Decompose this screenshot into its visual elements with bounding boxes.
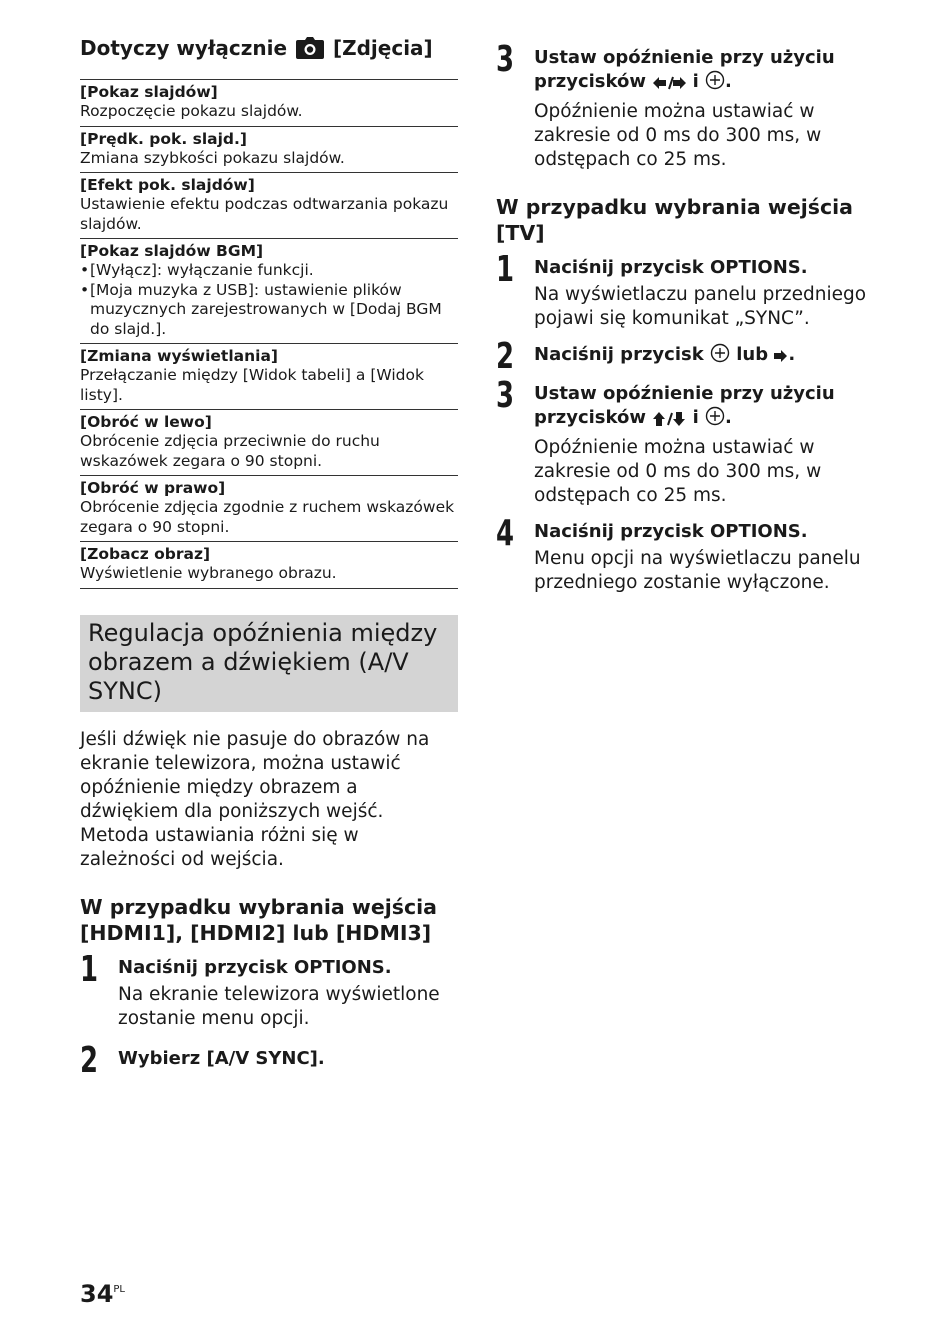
table-row — [80, 476, 458, 542]
row-title: [Pokaz slajdów BGM] — [80, 242, 264, 260]
right-arrow-icon — [774, 346, 788, 370]
step-head-sep: i — [692, 71, 699, 92]
table-row — [80, 173, 458, 239]
tv-subheading: W przypadku wybrania wejścia [TV] — [496, 195, 853, 245]
hdmi-step-2 — [80, 1039, 458, 1081]
page-language: PL — [113, 1284, 126, 1295]
page-number-value: 34 — [80, 1280, 114, 1308]
left-column — [80, 36, 458, 1081]
step-head: Naciśnij przycisk lub . — [534, 343, 876, 370]
row-desc: Obrócenie zdjęcia przeciwnie do ruchu wskazówek zegara o 90 stopni. — [80, 432, 380, 470]
heading-prefix: Dotyczy wyłącznie — [80, 36, 288, 60]
camera-icon — [296, 37, 324, 65]
step-head: Ustaw opóźnienie przy użyciu przycisków i . — [534, 382, 876, 433]
tv-step-4 — [496, 513, 876, 595]
step-head-text: Naciśnij przycisk — [534, 344, 704, 365]
hdmi-subheading: W przypadku wybrania wejścia [HDMI1], [HDMI2] lub [HDMI3] — [80, 894, 437, 945]
step-number: 1 — [496, 249, 515, 290]
bullet-item: • [Wyłącz]: wyłączanie funkcji. — [80, 261, 458, 281]
bullet-item: • [Moja muzyka z USB]: ustawienie plików muzycznych zarejestrowanych w [Dodaj BGM do slajd.]. — [80, 281, 458, 340]
row-desc: Przełączanie między [Widok tabeli] a [Widok listy]. — [80, 366, 424, 404]
step-number: 3 — [496, 39, 515, 80]
row-title: [Obróć w prawo] — [80, 479, 226, 497]
step-number: 1 — [80, 948, 99, 990]
step-number: 4 — [496, 513, 515, 554]
hdmi-step-1 — [80, 948, 458, 1031]
step-head: Naciśnij przycisk OPTIONS. — [118, 956, 392, 978]
step-body: Na ekranie telewizora wyświetlone zostanie menu opcji. — [118, 983, 440, 1029]
photos-only-heading — [80, 36, 458, 65]
tv-step-1 — [496, 249, 876, 331]
step-head: Ustaw opóźnienie przy użyciu przycisków i . — [534, 46, 876, 97]
step-body: Opóźnienie można ustawiać w zakresie od 0 ms do 300 ms, w odstępach co 25 ms. — [534, 437, 822, 506]
step-head: Wybierz [A/V SYNC]. — [118, 1047, 325, 1069]
enter-button-icon — [705, 70, 725, 97]
row-title: [Efekt pok. slajdów] — [80, 176, 255, 194]
row-title: [Obróć w lewo] — [80, 413, 212, 431]
row-desc: Rozpoczęcie pokazu slajdów. — [80, 102, 303, 120]
table-row — [80, 80, 458, 127]
table-row — [80, 542, 458, 589]
options-table — [80, 79, 458, 589]
row-title: [Pokaz slajdów] — [80, 83, 218, 101]
row-desc: Wyświetlenie wybranego obrazu. — [80, 564, 337, 582]
row-title: [Zmiana wyświetlania] — [80, 347, 279, 365]
enter-button-icon — [710, 343, 730, 370]
intro-text: Jeśli dźwięk nie pasuje do obrazów na ekranie telewizora, można ustawić opóźnienie między obrazem a dźwiękiem dla poniższych wejść. — [80, 728, 430, 822]
section-intro — [80, 728, 458, 872]
up-down-arrows-icon — [652, 409, 686, 433]
step-number: 2 — [496, 336, 515, 377]
step-head-text: Ustaw opóźnienie przy użyciu przycisków — [534, 47, 835, 92]
row-title: [Prędk. pok. slajd.] — [80, 129, 248, 148]
row-title: [Zobacz obraz] — [80, 545, 211, 563]
step-head-text-2: lub — [736, 344, 769, 365]
step-body: Opóźnienie można ustawiać w zakresie od 0 ms do 300 ms, w odstępach co 25 ms. — [534, 101, 822, 170]
left-right-arrows-icon — [652, 73, 686, 97]
step-number: 2 — [80, 1039, 99, 1081]
table-row — [80, 127, 458, 174]
intro-text-2: Metoda ustawiania różni się w zależności od wejścia. — [80, 824, 359, 870]
row-desc: Zmiana szybkości pokazu slajdów. — [80, 148, 345, 167]
tv-step-2 — [496, 336, 876, 377]
step-body: Menu opcji na wyświetlaczu panelu przedniego zostanie wyłączone. — [534, 548, 861, 593]
bullet-list — [80, 261, 458, 339]
row-desc: Obrócenie zdjęcia zgodnie z ruchem wskazówek zegara o 90 stopni. — [80, 498, 455, 536]
step-body: Na wyświetlaczu panelu przedniego pojawi się komunikat „SYNC”. — [534, 284, 867, 329]
heading-suffix: [Zdjęcia] — [332, 36, 433, 60]
hdmi-step-3 — [496, 39, 876, 172]
page-number — [80, 1280, 125, 1308]
step-head-sep: i — [692, 407, 699, 428]
row-desc: Ustawienie efektu podczas odtwarzania pokazu slajdów. — [80, 195, 449, 233]
tv-step-3 — [496, 375, 876, 508]
right-column — [496, 36, 876, 595]
step-number: 3 — [496, 375, 515, 416]
table-row — [80, 410, 458, 476]
enter-button-icon — [705, 406, 725, 433]
step-head-text: Ustaw opóźnienie przy użyciu przycisków — [534, 383, 835, 428]
section-banner: Regulacja opóźnienia między obrazem a dźwiękiem (A/V SYNC) — [80, 615, 458, 712]
step-head: Naciśnij przycisk OPTIONS. — [534, 257, 808, 278]
table-row — [80, 239, 458, 344]
step-head: Naciśnij przycisk OPTIONS. — [534, 521, 808, 542]
table-row — [80, 344, 458, 410]
